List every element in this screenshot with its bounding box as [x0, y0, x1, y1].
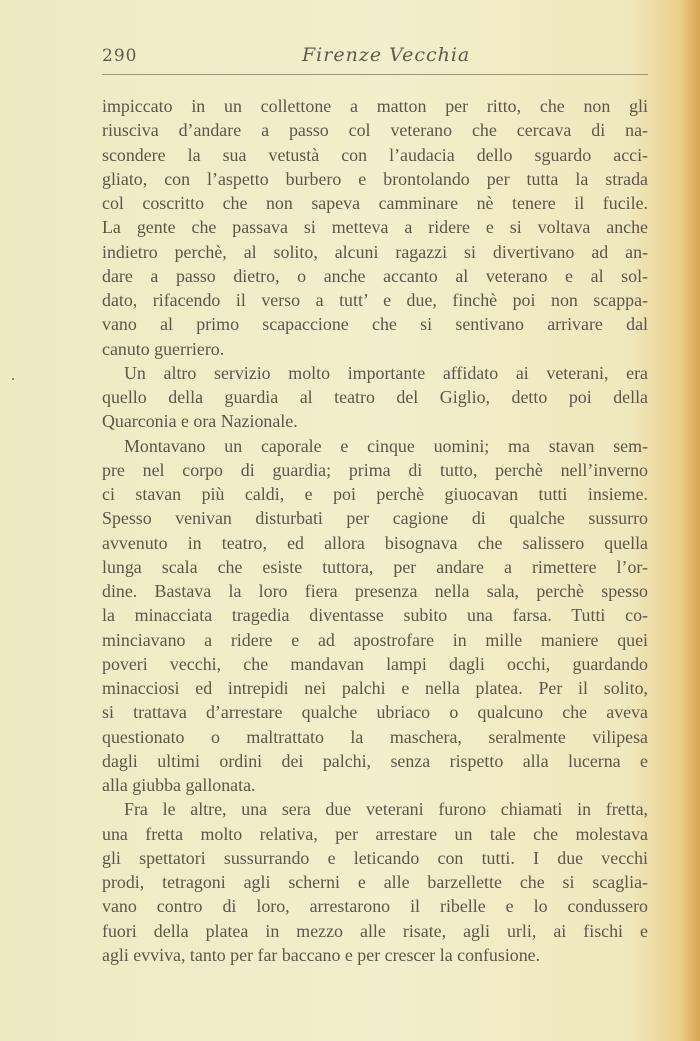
paragraph: [102, 797, 648, 967]
running-title: Firenze Vecchia: [302, 44, 471, 66]
paragraph: [102, 94, 648, 361]
paragraph: [102, 434, 648, 798]
header-rule: [102, 74, 648, 75]
text-line: Quarconia e ora Nazionale.: [102, 411, 298, 432]
running-header: [102, 44, 648, 74]
margin-mark: [12, 378, 14, 380]
text-line: questionato o maltrattato la maschera, seralmente vilipesa: [102, 726, 648, 747]
text-line: impiccato in un collettone a matton per ritto, che non gli: [102, 96, 648, 116]
text-line: una fretta molto relativa, per arrestare un tale che molestava: [102, 823, 648, 844]
text-line: canuto guerriero.: [102, 338, 225, 359]
text-line: quello della guardia al teatro del Giglio, detto poi della: [102, 387, 648, 407]
text-line: scondere la sua vetustà con l’audacia dello sguardo acci-: [102, 144, 648, 165]
text-line: avvenuto in teatro, ed allora bisognava che salissero quella: [102, 532, 648, 553]
text-line: poveri vecchi, che mandavan lampi dagli occhi, guardando: [102, 653, 648, 674]
page-edge-shadow: [682, 0, 700, 1041]
text-line: ci stavan più caldi, e poi perchè giuocavan tutti insieme.: [102, 484, 648, 504]
text-line: si trattava d’arrestare qualche ubriaco o qualcuno che aveva: [102, 702, 648, 723]
text-line: Montavano un caporale e cinque uomini; ma stavan sem-: [124, 435, 648, 456]
text-line: col coscritto che non sapeva camminare nè tenere il fucile.: [102, 193, 648, 213]
text-line: minacciosi ed intrepidi nei palchi e nella platea. Per il solito,: [102, 678, 648, 698]
text-line: Un altro servizio molto importante affidato ai veterani, era: [124, 362, 648, 383]
text-line: Spesso venivan disturbati per cagione di qualche sussurro: [102, 508, 648, 529]
text-line: dato, rifacendo il verso a tutt’ e due, finchè poi non scappa-: [102, 290, 648, 310]
text-line: gli spettatori sussurrando e leticando con tutti. I due vecchi: [102, 847, 648, 868]
text-line: alla giubba gallonata.: [102, 775, 256, 795]
text-line: dare a passo dietro, o anche accanto al veterano e al sol-: [102, 265, 648, 286]
text-line: dagli ultimi ordini dei palchi, senza rispetto alla lucerna e: [102, 750, 648, 771]
text-line: riusciva d’andare a passo col veterano che cercava di na-: [102, 120, 648, 141]
text-line: lunga scala che esiste tuttora, per andare a rimettere l’or-: [102, 556, 648, 577]
text-line: gliato, con l’aspetto burbero e brontolando per tutta la strada: [102, 168, 648, 189]
paragraph: [102, 361, 648, 434]
text-line: minciavano a ridere e ad apostrofare in mille maniere quei: [102, 629, 648, 650]
text-line: vano contro di loro, arrestarono il ribelle e lo condussero: [102, 896, 648, 917]
text-line: fuori della platea in mezzo alle risate, agli urli, ai fischi e: [102, 920, 648, 941]
text-line: La gente che passava si metteva a ridere e si voltava anche: [102, 217, 648, 238]
text-line: pre nel corpo di guardia; prima di tutto, perchè nell’inverno: [102, 459, 648, 480]
text-line: Fra le altre, una sera due veterani furono chiamati in fretta,: [124, 799, 648, 820]
text-line: la minacciata tragedia diventasse subito una farsa. Tutti co-: [102, 605, 648, 626]
text-line: dine. Bastava la loro fiera presenza nella sala, perchè spesso: [102, 581, 648, 601]
text-line: agli evviva, tanto per far baccano e per crescer la confusione.: [102, 944, 541, 965]
text-line: vano al primo scapaccione che si sentivano arrivare dal: [102, 314, 648, 335]
text-line: prodi, tetragoni agli scherni e alle barzellette che si scaglia-: [102, 872, 648, 892]
page-number: 290: [102, 46, 138, 66]
body-text: [102, 94, 648, 967]
text-line: indietro perchè, al solito, alcuni ragazzi si divertivano ad an-: [102, 241, 648, 262]
